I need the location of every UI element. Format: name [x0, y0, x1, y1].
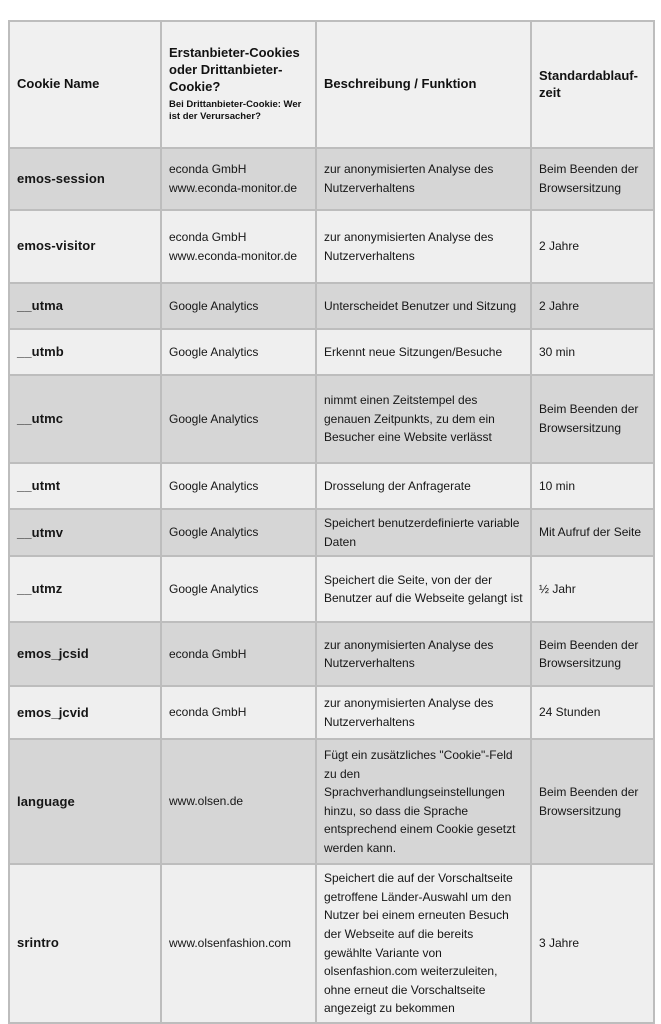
provider-cell: Google Analytics	[161, 375, 316, 463]
table-row	[9, 509, 654, 556]
cookie-name-cell: emos-visitor	[9, 210, 161, 283]
table-row	[9, 864, 654, 1023]
description-cell: nimmt einen Zeitstempel des genauen Zeitpunkts, zu dem ein Besucher eine Website verlässt	[316, 375, 531, 463]
provider-cell: econda GmbH www.econda-monitor.de	[161, 210, 316, 283]
table-row	[9, 283, 654, 329]
description-cell: zur anonymisierten Analyse des Nutzerverhaltens	[316, 210, 531, 283]
table-row	[9, 622, 654, 686]
expiry-cell: Mit Aufruf der Seite	[531, 509, 654, 556]
provider-cell: Google Analytics	[161, 329, 316, 375]
cookie-name-cell: __utmz	[9, 556, 161, 622]
cookie-name-cell: emos_jcvid	[9, 686, 161, 739]
table-row	[9, 739, 654, 864]
expiry-cell: 30 min	[531, 329, 654, 375]
description-cell: Speichert benutzerdefinierte variable Daten	[316, 509, 531, 556]
description-cell: Erkennt neue Sitzungen/Besuche	[316, 329, 531, 375]
header-title-cookie-name: Cookie Name	[17, 76, 100, 92]
expiry-cell: Beim Beenden der Browsersitzung	[531, 148, 654, 210]
cookie-name-cell: srintro	[9, 864, 161, 1023]
expiry-cell: Beim Beenden der Browsersitzung	[531, 622, 654, 686]
description-cell: Unterscheidet Benutzer und Sitzung	[316, 283, 531, 329]
header-cell-expiry	[531, 21, 654, 148]
provider-cell: www.olsenfashion.com	[161, 864, 316, 1023]
expiry-cell: 10 min	[531, 463, 654, 509]
expiry-cell: 24 Stunden	[531, 686, 654, 739]
description-cell: Fügt ein zusätzliches "Cookie"-Feld zu den Sprachverhandlungseinstellungen hinzu, so dass die Sprache entsprechend einem Cookie gesetzt werden kann.	[316, 739, 531, 864]
header-cell-provider	[161, 21, 316, 148]
table-row	[9, 463, 654, 509]
cookie-name-cell: __utmt	[9, 463, 161, 509]
header-title-description: Beschreibung / Funktion	[324, 76, 477, 92]
description-cell: Speichert die auf der Vorschaltseite getroffene Länder-Auswahl um den Nutzer bei einem erneuten Besuch der Webseite auf die bereits gewählte Variante von olsenfashion.com weiterzuleiten, ohne erneut die Vorschaltseite angezeigt zu bekommen	[316, 864, 531, 1023]
expiry-cell: Beim Beenden der Browsersitzung	[531, 739, 654, 864]
header-title-expiry: Standardablauf-zeit	[539, 67, 638, 100]
provider-cell: Google Analytics	[161, 463, 316, 509]
expiry-cell: Beim Beenden der Browsersitzung	[531, 375, 654, 463]
provider-cell: Google Analytics	[161, 509, 316, 556]
provider-cell: Google Analytics	[161, 283, 316, 329]
table-row	[9, 210, 654, 283]
provider-cell: econda GmbH	[161, 686, 316, 739]
expiry-cell: ½ Jahr	[531, 556, 654, 622]
provider-cell: econda GmbH www.econda-monitor.de	[161, 148, 316, 210]
cookie-name-cell: __utmv	[9, 509, 161, 556]
table-row	[9, 148, 654, 210]
header-subtitle-provider: Bei Drittanbieter-Cookie: Wer ist der Verursacher?	[169, 98, 302, 123]
cookie-name-cell: emos-session	[9, 148, 161, 210]
provider-cell: Google Analytics	[161, 556, 316, 622]
cookie-name-cell: emos_jcsid	[9, 622, 161, 686]
cookie-table	[8, 20, 655, 1024]
header-cell-cookie-name	[9, 21, 161, 148]
provider-cell: econda GmbH	[161, 622, 316, 686]
cookie-name-cell: language	[9, 739, 161, 864]
table-row	[9, 686, 654, 739]
cookie-name-cell: __utma	[9, 283, 161, 329]
provider-cell: www.olsen.de	[161, 739, 316, 864]
description-cell: Drosselung der Anfragerate	[316, 463, 531, 509]
table-row	[9, 556, 654, 622]
description-cell: zur anonymisierten Analyse des Nutzerverhaltens	[316, 148, 531, 210]
description-cell: zur anonymisierten Analyse des Nutzerverhaltens	[316, 686, 531, 739]
cookie-name-cell: __utmb	[9, 329, 161, 375]
table-row	[9, 375, 654, 463]
expiry-cell: 2 Jahre	[531, 283, 654, 329]
expiry-cell: 3 Jahre	[531, 864, 654, 1023]
description-cell: Speichert die Seite, von der der Benutzer auf die Webseite gelangt ist	[316, 556, 531, 622]
header-cell-description	[316, 21, 531, 148]
table-row	[9, 329, 654, 375]
description-cell: zur anonymisierten Analyse des Nutzerverhaltens	[316, 622, 531, 686]
expiry-cell: 2 Jahre	[531, 210, 654, 283]
header-title-provider: Erstanbieter-Cookies oder Drittanbieter-Cookie?	[169, 45, 300, 95]
table-header-row	[9, 21, 654, 148]
cookie-name-cell: __utmc	[9, 375, 161, 463]
table-body	[9, 148, 654, 1023]
